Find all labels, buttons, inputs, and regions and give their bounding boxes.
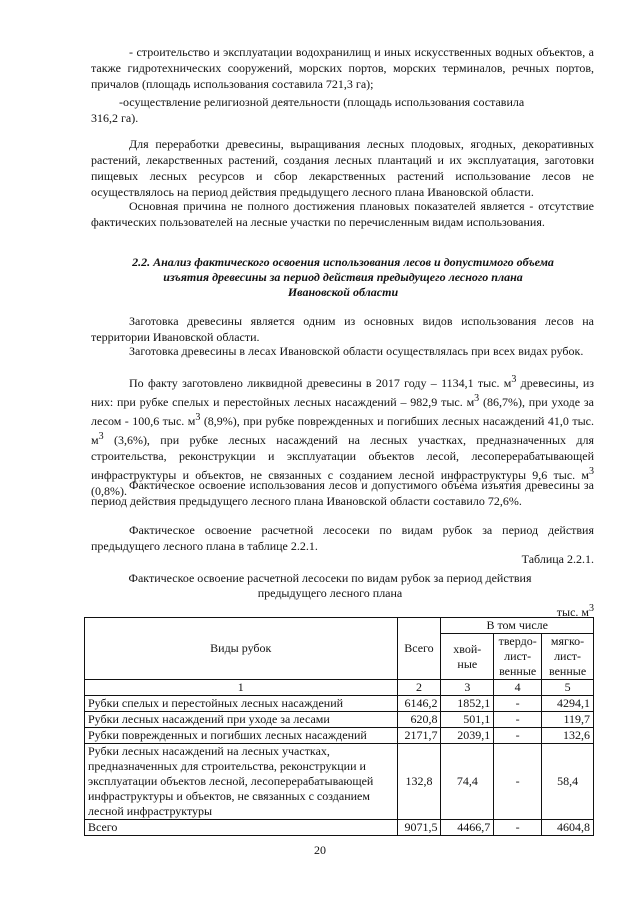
cell-total: 132,8 <box>397 744 441 820</box>
cell-total: 9071,5 <box>397 820 441 836</box>
paragraph-harvesting: Заготовка древесины является одним из основных видов использования лесов на территории Ивановской области. <box>91 314 594 344</box>
sup-cubic-2: 3 <box>474 393 480 404</box>
header-coniferous: хвой-ные <box>441 634 494 680</box>
heading-line-3: Ивановской области <box>287 285 399 299</box>
cell-kind: Рубки поврежденных и погибших лесных насаждений <box>85 728 398 744</box>
table-title: Фактическое освоение расчетной лесосеки по видам рубок за период действия предыдущего лесного плана <box>128 571 532 600</box>
table-number: Таблица 2.2.1. <box>521 552 594 566</box>
table-row <box>85 744 594 820</box>
page-number: 20 <box>314 843 326 857</box>
cell-total: 620,8 <box>397 712 441 728</box>
sup-cubic-3: 3 <box>195 412 201 423</box>
table-row-total <box>85 820 594 836</box>
paragraph-religious-cont: 316,2 га). <box>91 111 139 125</box>
table-header-row <box>85 618 594 634</box>
cell-softwood: 58,4 <box>542 744 594 820</box>
volumes-part-a: По факту заготовлено ликвидной древесины в 2017 году – 1134,1 тыс. м <box>129 376 512 390</box>
cell-softwood: 4294,1 <box>542 696 594 712</box>
colnum-2: 2 <box>397 680 441 696</box>
volumes-part-f: (0,8%). <box>91 484 127 498</box>
cell-hardwood: - <box>494 696 542 712</box>
cutting-table <box>84 617 594 836</box>
cell-hardwood: - <box>494 728 542 744</box>
cell-softwood: 132,6 <box>542 728 594 744</box>
paragraph-actual-use: Фактическое освоение использования лесов и допустимого объема изъятия древесины за период действия предыдущего лесного плана Ивановской области составило 72,6%. <box>91 478 594 508</box>
paragraph-processing: Для переработки древесины, выращивания лесных плодовых, ягодных, декоративных растений, лекарственных растений, создания лесных плантаций и их эксплуатация, заготовки пищевых лесных ресурсов и сбор лекарственных растений использование лесов не осуществлялось на период действия предыдущего лесного плана Ивановской области. <box>91 137 594 199</box>
unit-sup: 3 <box>589 603 594 614</box>
cell-hardwood: - <box>494 712 542 728</box>
paragraph-table-ref: Фактическое освоение расчетной лесосеки по видам рубок за период действия предыдущего лесного плана в таблице 2.2.1. <box>91 523 594 553</box>
colnum-4: 4 <box>494 680 542 696</box>
cell-total: 6146,2 <box>397 696 441 712</box>
heading-line-1: 2.2. Анализ фактического освоения использования лесов и допустимого объема <box>132 255 554 269</box>
sup-cubic-1: 3 <box>511 374 517 385</box>
cell-coniferous: 74,4 <box>441 744 494 820</box>
header-hardwood: твердо-лист-венные <box>494 634 542 680</box>
cell-total: 2171,7 <box>397 728 441 744</box>
volumes-part-b: древесины, из них: при рубке спелых и перестойных лесных насаждений – 982,9 тыс. м <box>91 376 595 409</box>
header-kind: Виды рубок <box>85 618 398 680</box>
paragraph-religious: -осуществление религиозной деятельности (площадь использования составила <box>119 95 525 109</box>
table-row <box>85 728 594 744</box>
paragraph-reservoirs: - строительство и эксплуатации водохранилищ и иных искусственных водных объектов, а также гидротехнических сооружений, морских портов, морских терминалов, речных портов, причалов (площадь использования составила 721,3 га); <box>91 45 594 91</box>
cell-kind: Всего <box>85 820 398 836</box>
cell-kind: Рубки лесных насаждений на лесных участках, предназначенных для строительства, реконструкции и эксплуатации объектов лесной, лесоперерабатывающей инфраструктуры и объектов, не связанных с созданием лесной инфраструктуры <box>85 744 398 820</box>
volumes-part-c: (86,7%), при уходе за лесом - 100,6 тыс. м <box>91 395 594 428</box>
section-heading <box>100 255 586 300</box>
colnum-5: 5 <box>542 680 594 696</box>
volumes-part-d: (8,9%), при рубке поврежденных и погибших лесных насаждений 41,0 тыс. м <box>91 414 594 447</box>
table-row <box>85 712 594 728</box>
table-row <box>85 696 594 712</box>
cell-softwood: 4604,8 <box>542 820 594 836</box>
cell-coniferous: 501,1 <box>441 712 494 728</box>
paragraph-main-reason: Основная причина не полного достижения плановых показателей является - отсутствие фактических пользователей на лесные участки по перечисленным видам использования. <box>91 199 594 229</box>
unit-text: тыс. м <box>556 605 589 619</box>
cell-softwood: 119,7 <box>542 712 594 728</box>
heading-line-2: изъятия древесины за период действия предыдущего лесного плана <box>163 270 523 284</box>
volumes-part-e: (3,6%), при рубке лесных насаждений на лесных участках, предназначенных для строительства, реконструкции и эксплуатации объектов лесой, лесоперерабатывающей инфраструктуры и объектов, не связанных с созданием лесной инфраструктуры 9,6 тыс. м <box>91 433 594 482</box>
cell-hardwood: - <box>494 744 542 820</box>
colnum-3: 3 <box>441 680 494 696</box>
header-including: В том числе <box>441 618 594 634</box>
cell-coniferous: 4466,7 <box>441 820 494 836</box>
header-softwood: мягко-лист-венные <box>542 634 594 680</box>
cell-hardwood: - <box>494 820 542 836</box>
sup-cubic-4: 3 <box>98 431 104 442</box>
paragraph-harvesting-all: Заготовка древесины в лесах Ивановской области осуществлялась при всех видах рубок. <box>129 344 584 358</box>
table-colnum-row <box>85 680 594 696</box>
header-total: Всего <box>397 618 441 680</box>
sup-cubic-5: 3 <box>589 466 594 477</box>
cell-coniferous: 1852,1 <box>441 696 494 712</box>
cell-coniferous: 2039,1 <box>441 728 494 744</box>
cell-kind: Рубки лесных насаждений при уходе за лесами <box>85 712 398 728</box>
colnum-1: 1 <box>85 680 398 696</box>
cell-kind: Рубки спелых и перестойных лесных насаждений <box>85 696 398 712</box>
